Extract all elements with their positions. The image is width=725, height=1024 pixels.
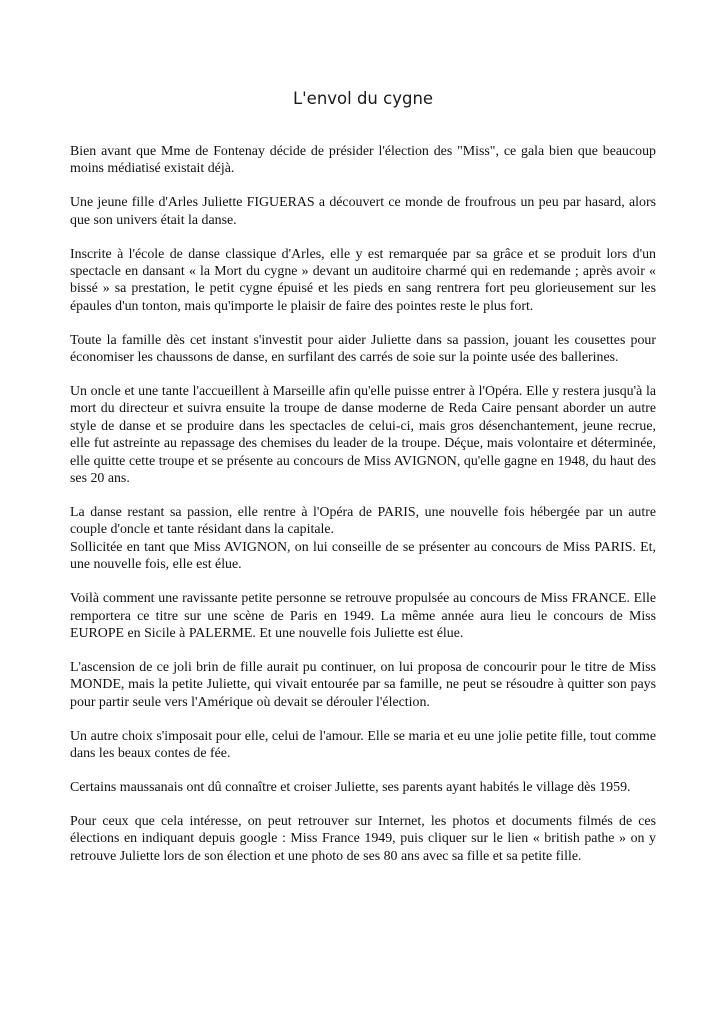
paragraph-4-text: Toute la famille dès cet instant s'investit pour aider Juliette dans sa passion, jouant les cousettes pour économiser les chaussons de danse, en surfilant des carrés de soie sur la pointe usée des ballerines.	[70, 332, 656, 366]
paragraph-3	[70, 246, 656, 316]
paragraph-6-text-a: La danse restant sa passion, elle rentre à l'Opéra de PARIS, une nouvelle fois hébergée par un autre couple d'oncle et tante résidant dans la capitale.	[70, 505, 656, 538]
paragraph-5	[70, 383, 656, 487]
paragraph-8	[70, 659, 656, 711]
document-body	[70, 143, 656, 865]
paragraph-11-text: Pour ceux que cela intéresse, on peut retrouver sur Internet, les photos et documents filmés de ces élections en indiquant depuis google : Miss France 1949, puis cliquer sur le lien « british pathe » on y retrouve Juliette lors de son élection et une photo de ses 80 ans avec sa fille et sa petite fille.	[70, 813, 656, 864]
paragraph-11	[70, 813, 656, 865]
paragraph-9	[70, 728, 656, 763]
paragraph-7	[70, 590, 656, 642]
paragraph-4	[70, 332, 656, 367]
paragraph-7-text: Voilà comment une ravissante petite personne se retrouve propulsée au concours de Miss FRANCE. Elle remportera ce titre sur une scène de Paris en 1949. La même année aura lieu le concours de Miss EUROPE en Sicile à PALERME. Et une nouvelle fois Juliette est élue.	[70, 591, 656, 641]
paragraph-9-text: Un autre choix s'imposait pour elle, celui de l'amour. Elle se maria et eu une jolie petite fille, tout comme dans les beaux contes de fée.	[70, 728, 656, 761]
paragraph-10	[70, 779, 656, 796]
document-page	[70, 0, 656, 882]
document-title: L'envol du cygne	[292, 89, 434, 108]
paragraph-3-text: Inscrite à l'école de danse classique d'Arles, elle y est remarquée par sa grâce et se produit lors d'un spectacle en dansant « la Mort du cygne » devant un auditoire charmé qui en redemande ; après avoir « bissé » sa prestation, le petit cygne épuisé et les pieds en sang rentrera fort peu glorieusement sur les épaules d'un tonton, mais qu'importe le plaisir de faire des pointes reste le plus fort.	[70, 246, 656, 314]
paragraph-6-text-b: Sollicitée en tant que Miss AVIGNON, on lui conseille de se présenter au concours de Miss PARIS. Et, une nouvelle fois, elle est élue.	[70, 539, 656, 573]
paragraph-1-text: Bien avant que Mme de Fontenay décide de présider l'élection des "Miss", ce gala bien que beaucoup moins médiatisé existait déjà.	[70, 144, 656, 177]
paragraph-2-text: Une jeune fille d'Arles Juliette FIGUERAS a découvert ce monde de froufrous un peu par hasard, alors que son univers était la danse.	[70, 195, 656, 228]
paragraph-10-text: Certains maussanais ont dû connaître et croiser Juliette, ses parents ayant habités le village dès 1959.	[70, 779, 631, 795]
paragraph-2	[70, 194, 656, 229]
paragraph-1	[70, 143, 656, 178]
paragraph-8-text: L'ascension de ce joli brin de fille aurait pu continuer, on lui proposa de concourir pour le titre de Miss MONDE, mais la petite Juliette, qui vivait entourée par sa famille, ne peut se résoudre à quitter son pays pour partir seule vers l'Amérique où devait se dérouler l'élection.	[70, 659, 656, 710]
paragraph-5-text: Un oncle et une tante l'accueillent à Marseille afin qu'elle puisse entrer à l'Opéra. Elle y restera jusqu'à la mort du directeur et suivra ensuite la troupe de danse moderne de Reda Caire pensant aborder un autre style de danse et se produire dans les spectacles de celui-ci, mais gros désenchantement, jeune recrue, elle fut astreinte au repassage des chemises du leader de la troupe. Déçue, mais volontaire et déterminée, elle quitte cette troupe et se présente au concours de Miss AVIGNON, qu'elle gagne en 1948, du haut des ses 20 ans.	[70, 384, 656, 487]
paragraph-6	[70, 504, 656, 574]
